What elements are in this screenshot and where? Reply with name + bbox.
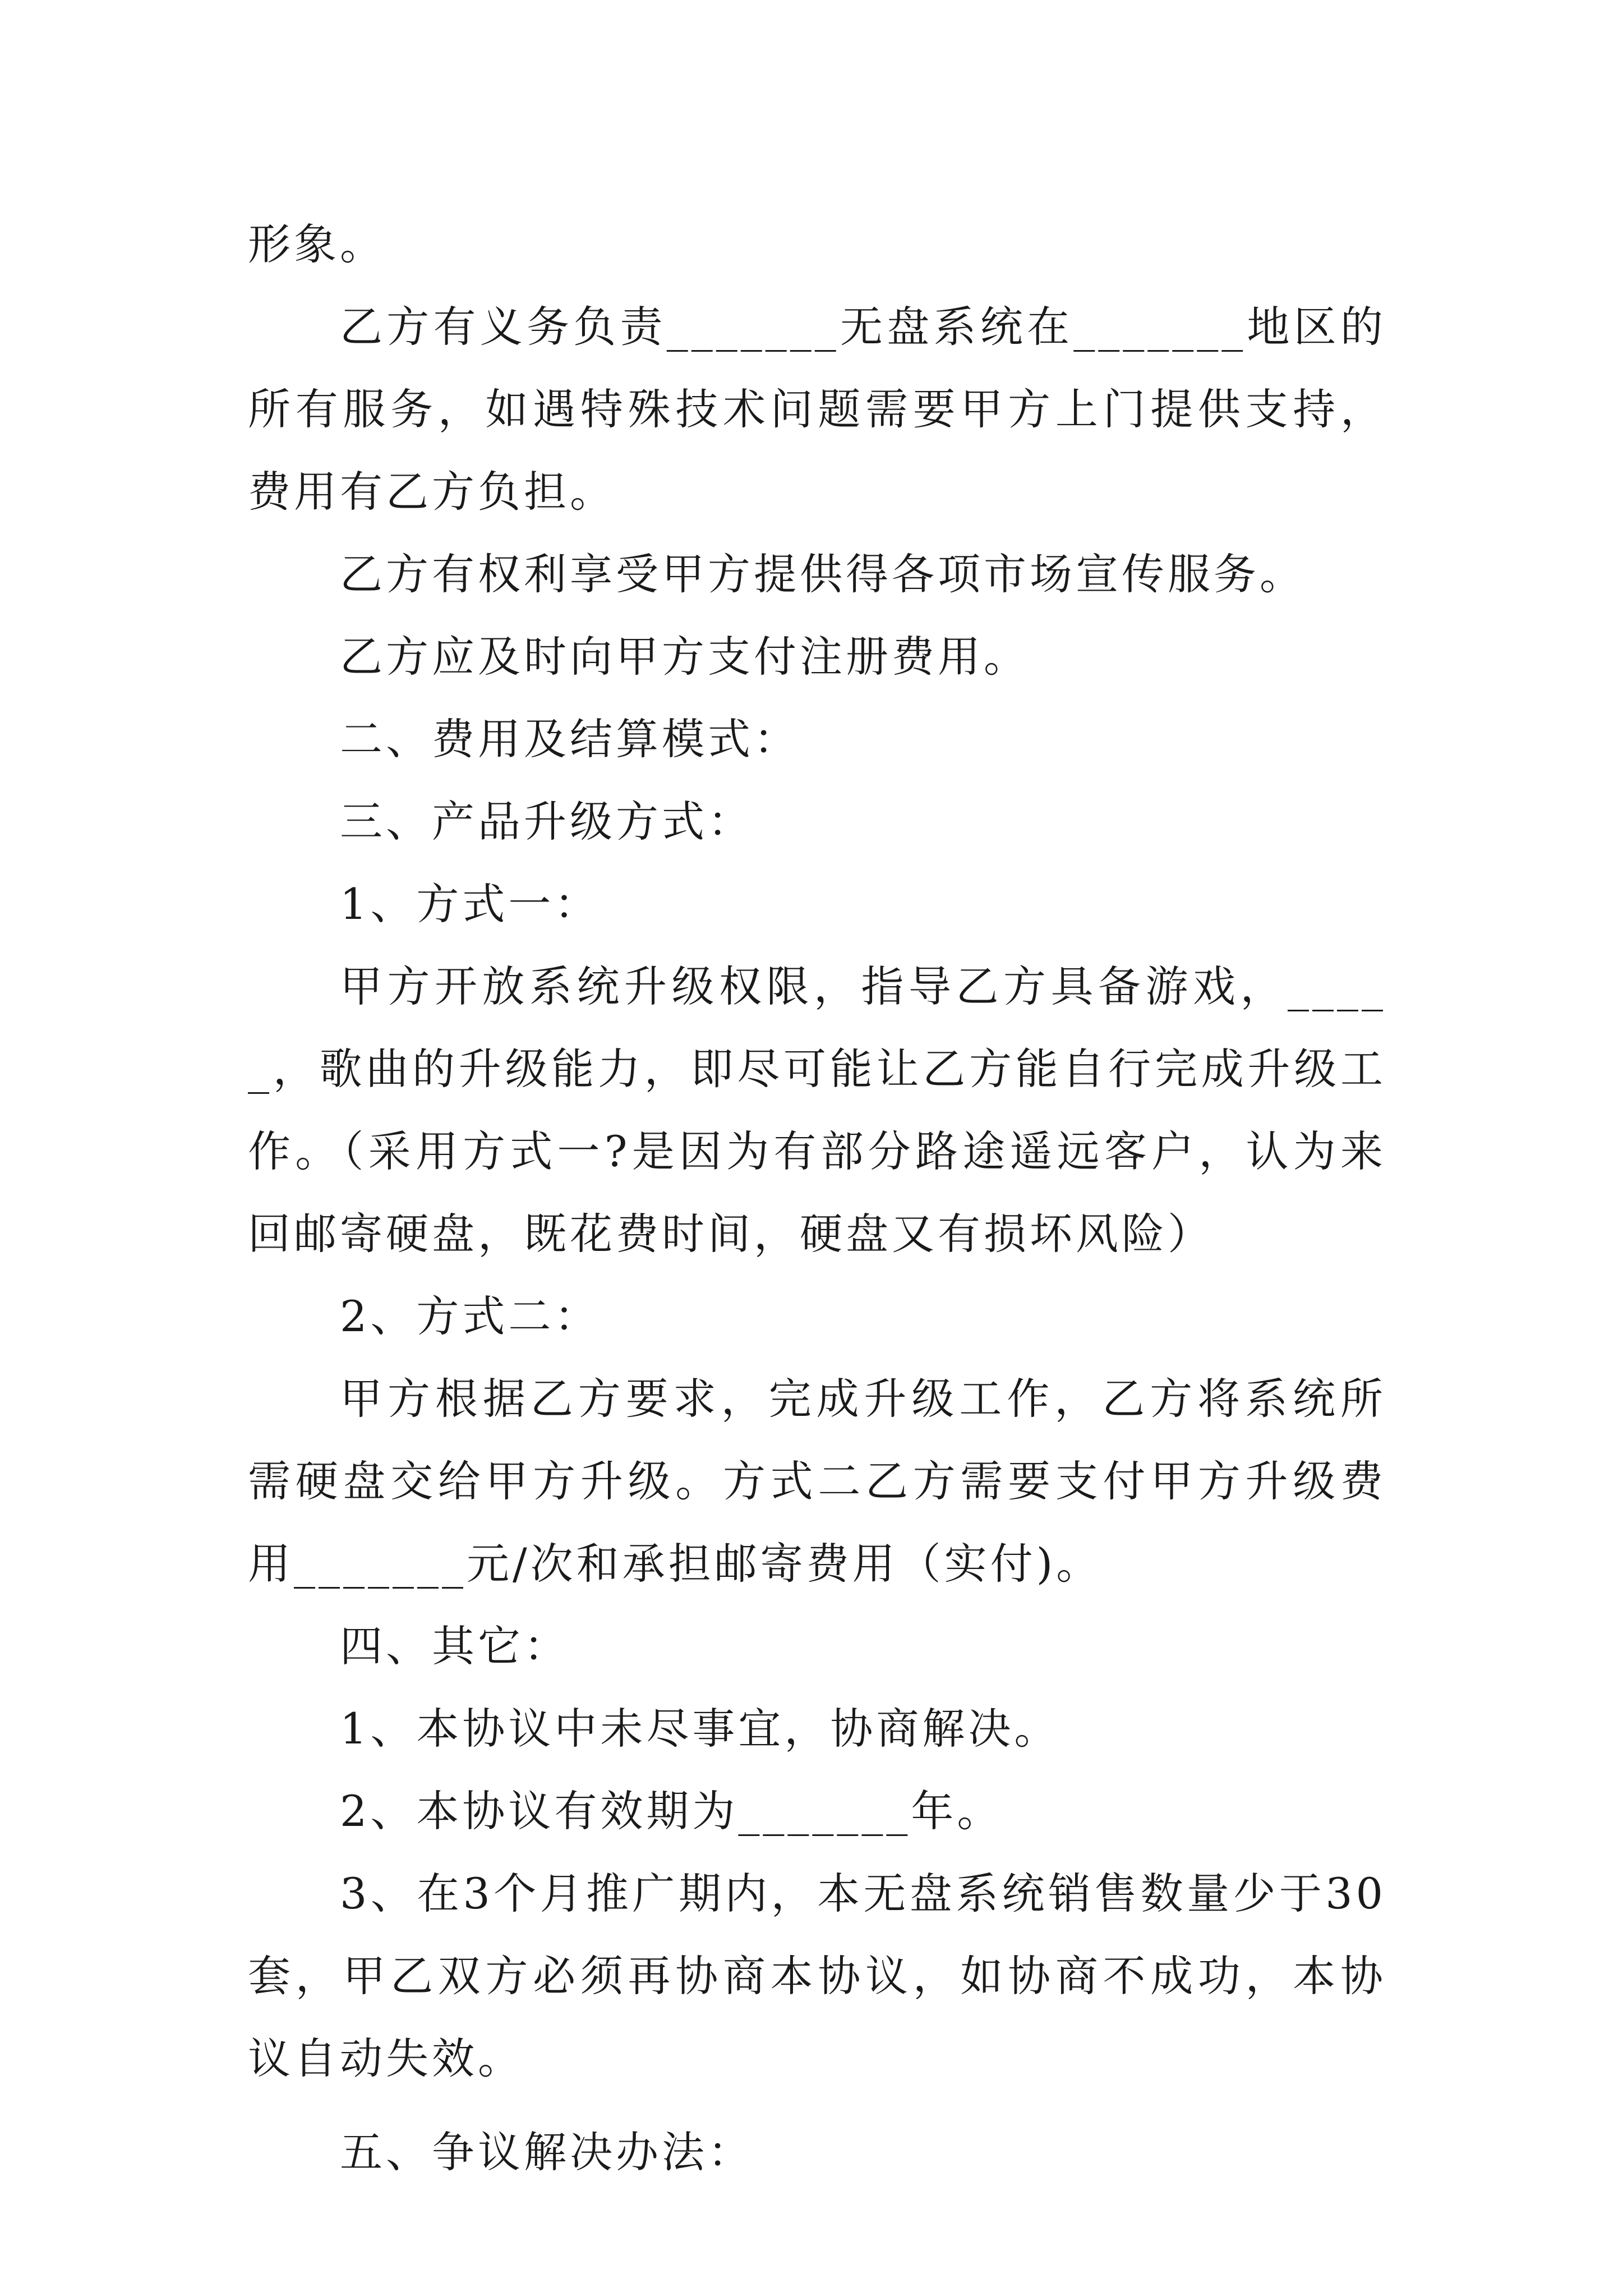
paragraph-3: 乙方有权利享受甲方提供得各项市场宣传服务。 — [340, 549, 1306, 599]
section-heading-upgrade: 三、产品升级方式： — [340, 797, 754, 846]
section-heading-dispute: 五、争议解决办法： — [340, 2127, 754, 2177]
paragraph-method-one: 甲方开放系统升级权限，指导乙方具备游戏，_____，歌曲的升级能力，即尽可能让乙方能自行完成升级工作。（采用方式一?是因为有部分路途遥远客户，认为来回邮寄硬盘，既花费时间，硬盘又有损坏风险） — [248, 961, 1386, 1259]
subheading-method-one: 1、方式一： — [340, 879, 601, 929]
subheading-method-two: 2、方式二： — [340, 1291, 601, 1341]
clause-2: 2、本协议有效期为_______年。 — [340, 1786, 1003, 1836]
paragraph-1: 形象。 — [248, 219, 386, 269]
clause-3: 3、在3个月推广期内，本无盘系统销售数量少于30套，甲乙双方必须再协商本协议，如协商不成功，本协议自动失效。 — [248, 1869, 1386, 2083]
section-heading-other: 四、其它： — [340, 1621, 570, 1671]
document-body — [248, 203, 1386, 2193]
paragraph-4: 乙方应及时向甲方支付注册费用。 — [340, 632, 1030, 682]
section-heading-fees: 二、费用及结算模式： — [340, 714, 800, 764]
paragraph-2: 乙方有义务负责_______无盘系统在_______地区的所有服务，如遇特殊技术问题需要甲方上门提供支持，费用有乙方负担。 — [248, 302, 1386, 517]
clause-1: 1、本协议中未尽事宜，协商解决。 — [340, 1704, 1061, 1754]
paragraph-method-two: 甲方根据乙方要求，完成升级工作，乙方将系统所需硬盘交给甲方升级。方式二乙方需要支付甲方升级费用_______元/次和承担邮寄费用（实付)。 — [248, 1374, 1386, 1589]
